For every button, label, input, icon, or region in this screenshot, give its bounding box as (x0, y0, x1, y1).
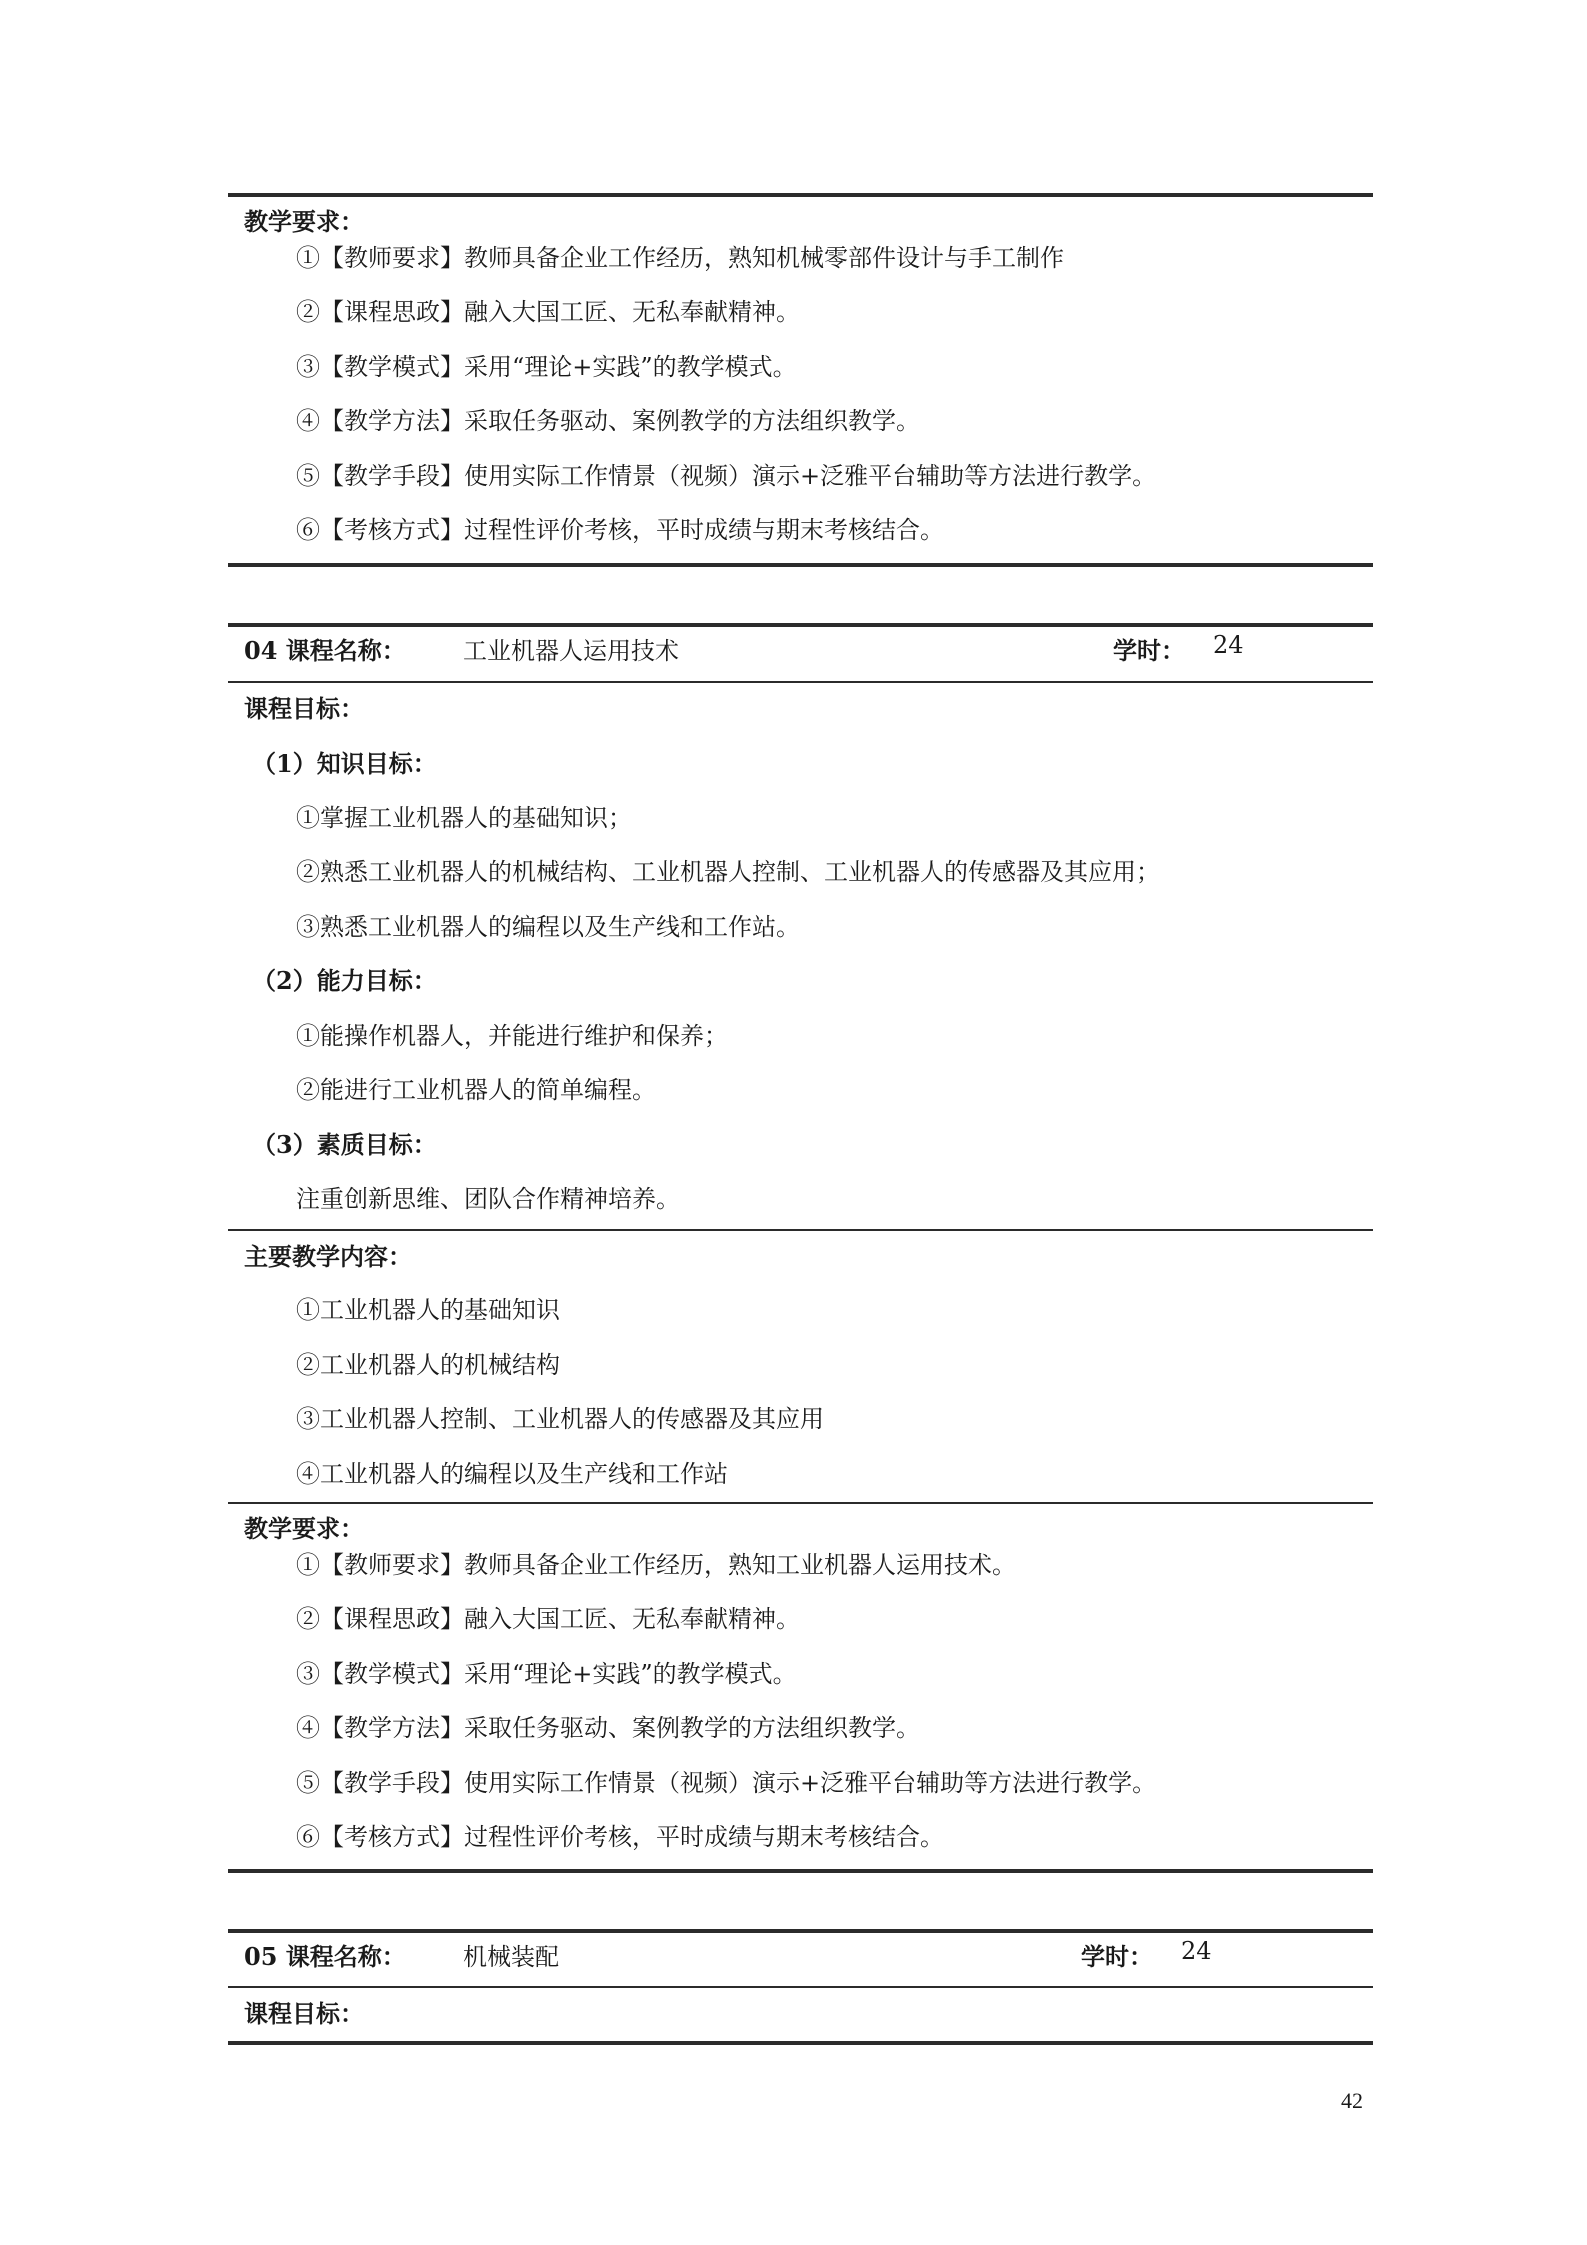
row-divider (228, 1986, 1373, 1988)
knowledge-goal-item: ③熟悉工业机器人的编程以及生产线和工作站。 (296, 913, 800, 941)
table-bottom-rule (228, 1869, 1373, 1873)
hours-value: 24 (1181, 1937, 1212, 1965)
requirement-item: ⑥【考核方式】过程性评价考核，平时成绩与期末考核结合。 (296, 516, 944, 544)
course-name-label: 05 课程名称： (244, 1942, 406, 1971)
ability-goal-item: ②能进行工业机器人的简单编程。 (296, 1076, 656, 1104)
page-number: 42 (1341, 2088, 1363, 2113)
course-name: 机械装配 (463, 1943, 559, 1971)
requirement-item: ⑥【考核方式】过程性评价考核，平时成绩与期末考核结合。 (296, 1823, 944, 1851)
requirement-item: ②【课程思政】融入大国工匠、无私奉献精神。 (296, 298, 800, 326)
row-divider (228, 681, 1373, 683)
hours-value: 24 (1213, 631, 1244, 659)
requirement-item: ④【教学方法】采取任务驱动、案例教学的方法组织教学。 (296, 1714, 920, 1742)
requirement-item: ⑤【教学手段】使用实际工作情景（视频）演示+泛雅平台辅助等方法进行教学。 (296, 462, 1157, 490)
course-goals-heading: 课程目标： (244, 1999, 364, 2028)
content-item: ①工业机器人的基础知识 (296, 1296, 560, 1324)
quality-goals-heading: （3）素质目标： (252, 1130, 437, 1159)
teaching-requirements-heading: 教学要求： (244, 207, 364, 236)
table-top-rule (228, 193, 1373, 197)
row-divider (228, 1229, 1373, 1231)
hours-label: 学时： (1081, 1942, 1153, 1971)
ability-goal-item: ①能操作机器人，并能进行维护和保养； (296, 1022, 728, 1050)
requirement-item: ④【教学方法】采取任务驱动、案例教学的方法组织教学。 (296, 407, 920, 435)
course-name-label: 04 课程名称： (244, 636, 406, 665)
content-item: ②工业机器人的机械结构 (296, 1351, 560, 1379)
requirement-item: ①【教师要求】教师具备企业工作经历，熟知工业机器人运用技术。 (296, 1551, 1016, 1579)
row-divider (228, 1502, 1373, 1504)
content-item: ③工业机器人控制、工业机器人的传感器及其应用 (296, 1405, 824, 1433)
requirement-item: ③【教学模式】采用“理论+实践”的教学模式。 (296, 353, 797, 381)
ability-goals-heading: （2）能力目标： (252, 966, 437, 995)
knowledge-goal-item: ①掌握工业机器人的基础知识； (296, 804, 632, 832)
table-bottom-rule (228, 563, 1373, 567)
content-item: ④工业机器人的编程以及生产线和工作站 (296, 1460, 728, 1488)
table-top-rule (228, 623, 1373, 627)
table-bottom-rule (228, 2041, 1373, 2045)
main-content-heading: 主要教学内容： (244, 1242, 412, 1271)
knowledge-goals-heading: （1）知识目标： (252, 749, 437, 778)
course-name: 工业机器人运用技术 (463, 637, 679, 665)
teaching-requirements-heading: 教学要求： (244, 1514, 364, 1543)
course-goals-heading: 课程目标： (244, 694, 364, 723)
knowledge-goal-item: ②熟悉工业机器人的机械结构、工业机器人控制、工业机器人的传感器及其应用； (296, 858, 1160, 886)
hours-label: 学时： (1113, 636, 1185, 665)
quality-goal-item: 注重创新思维、团队合作精神培养。 (296, 1185, 680, 1213)
requirement-item: ③【教学模式】采用“理论+实践”的教学模式。 (296, 1660, 797, 1688)
table-top-rule (228, 1929, 1373, 1933)
requirement-item: ②【课程思政】融入大国工匠、无私奉献精神。 (296, 1605, 800, 1633)
requirement-item: ①【教师要求】教师具备企业工作经历，熟知机械零部件设计与手工制作 (296, 244, 1064, 272)
requirement-item: ⑤【教学手段】使用实际工作情景（视频）演示+泛雅平台辅助等方法进行教学。 (296, 1769, 1157, 1797)
